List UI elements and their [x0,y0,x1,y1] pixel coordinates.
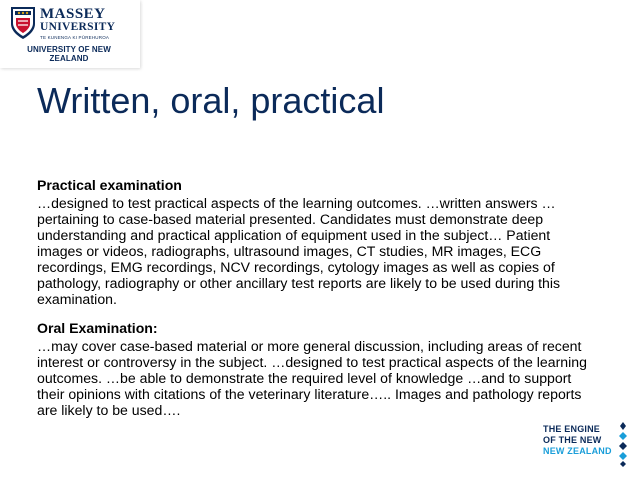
oral-text: …may cover case-based material or more general discussion, including areas of recent interest or controversy in the subject. …designed to test practical aspects of the learning outcomes. …be able to demonstrate the required level of knowledge …and to support their opinions with citations of the veterinary literature….. Images and pathology reports are likely to be used…. [37,338,587,418]
engine-line2: OF THE NEW [543,435,602,445]
massey-logo[interactable] [0,0,140,68]
practical-text: …designed to test practical aspects of the learning outcomes. …written answers …pertaining to case-based material presented. Candidates must demonstrate deep understanding and practical application of equipment used in the subject… Patient images or videos, radiographs, ultrasound images, CT studies, MR images, ECG recordings, EMG recordings, NCV recordings, cytology images as well as copies of pathology, radiography or other ancillary test reports are likely to be used during this examination. [37,195,561,307]
logo-nz-line: UNIVERSITY OF NEW ZEALAND [27,45,111,63]
crest-icon [10,6,36,40]
slide-title: Written, oral, practical [37,80,385,121]
oral-heading: Oral Examination: [37,320,158,336]
engine-line1: THE ENGINE [543,424,601,434]
slide-content [37,177,597,418]
practical-heading: Practical examination [37,177,182,193]
fern-icon [616,420,630,468]
logo-maori-name: TE KUNENGA KI PŪREHUROA [40,35,110,40]
engine-line3: NEW ZEALAND [543,446,612,456]
logo-university: UNIVERSITY [40,21,116,33]
engine-tagline [543,424,612,457]
logo-name: MASSEY [40,6,106,22]
